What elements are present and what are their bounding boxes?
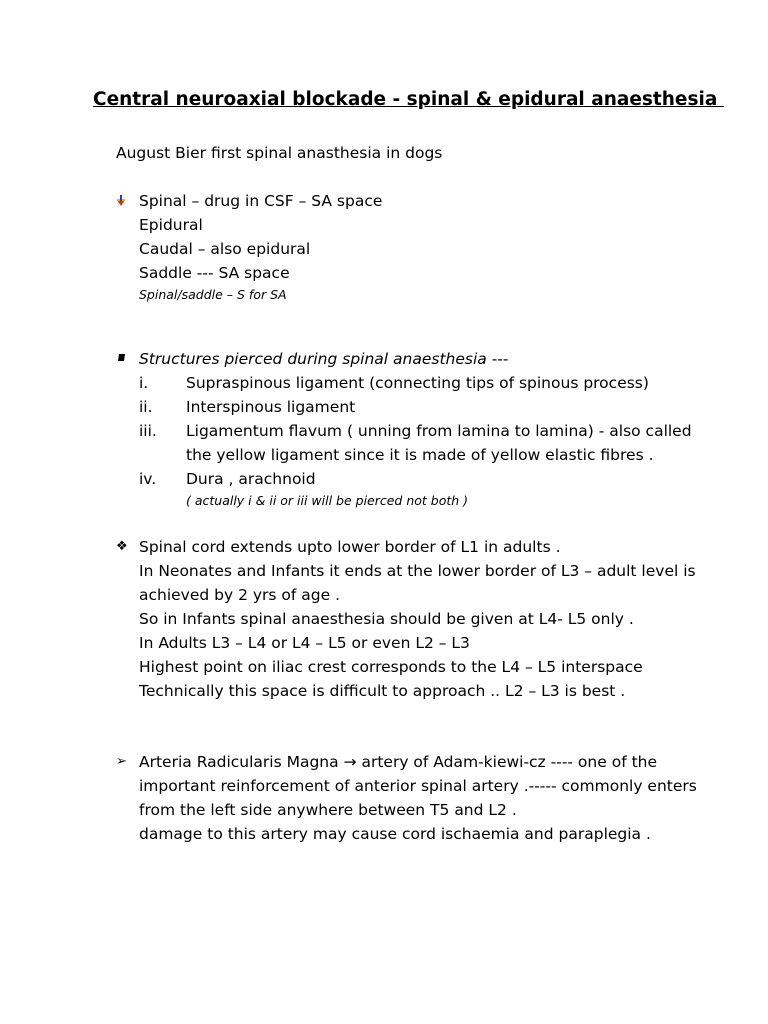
section1-line: Epidural <box>139 216 203 234</box>
list-number: iv. <box>139 470 157 488</box>
intro-text: August Bier first spinal anasthesia in dogs <box>116 144 443 162</box>
section4-line: from the left side anywhere between T5 and L2 . <box>139 801 517 819</box>
section4-line: Arteria Radicularis Magna → artery of Adam-kiewi-cz ---- one of the <box>139 753 658 771</box>
section3-line: Spinal cord extends upto lower border of L1 in adults . <box>139 538 561 556</box>
list-item: Interspinous ligament <box>186 398 356 416</box>
section3-line: In Adults L3 – L4 or L4 – L5 or even L2 – L3 <box>139 634 470 652</box>
section1-line: Caudal – also epidural <box>139 240 311 258</box>
section3-line: Highest point on iliac crest corresponds to the L4 – L5 interspace <box>139 658 643 676</box>
list-item: Ligamentum flavum ( unning from lamina to lamina) - also called <box>186 422 692 440</box>
page-title: Central neuroaxial blockade - spinal & epidural anaesthesia <box>93 89 724 110</box>
arrowhead-bullet-icon: ➢ <box>116 754 127 769</box>
section2-note: ( actually i & ii or iii will be pierced not both ) <box>186 493 469 508</box>
section2-heading-suffix: --- <box>486 350 509 368</box>
arrow-bullet-icon <box>115 195 127 207</box>
section4-line: important reinforcement of anterior spinal artery .----- commonly enters <box>139 777 697 795</box>
list-item: Supraspinous ligament (connecting tips of spinous process) <box>186 374 649 392</box>
section3-line: achieved by 2 yrs of age . <box>139 586 341 604</box>
section2-heading-italic: Structures pierced during spinal anaesthesia <box>139 350 487 368</box>
section2-heading <box>139 347 509 371</box>
list-number: i. <box>139 374 149 392</box>
section1-note: Spinal/saddle – S for SA <box>139 287 287 302</box>
diamond-bullet-icon: ❖ <box>116 539 128 554</box>
section1-line: Spinal – drug in CSF – SA space <box>139 192 383 210</box>
list-item-continued: the yellow ligament since it is made of yellow elastic fibres . <box>186 446 654 464</box>
section3-line: Technically this space is difficult to approach .. L2 – L3 is best . <box>139 682 626 700</box>
square-bullet-icon <box>117 353 126 362</box>
section3-line: So in Infants spinal anaesthesia should be given at L4- L5 only . <box>139 610 634 628</box>
section3-line: In Neonates and Infants it ends at the lower border of L3 – adult level is <box>139 562 696 580</box>
list-item: Dura , arachnoid <box>186 470 316 488</box>
section4-line: damage to this artery may cause cord ischaemia and paraplegia . <box>139 825 651 843</box>
list-number: ii. <box>139 398 153 416</box>
list-number: iii. <box>139 422 157 440</box>
section1-line: Saddle --- SA space <box>139 264 290 282</box>
